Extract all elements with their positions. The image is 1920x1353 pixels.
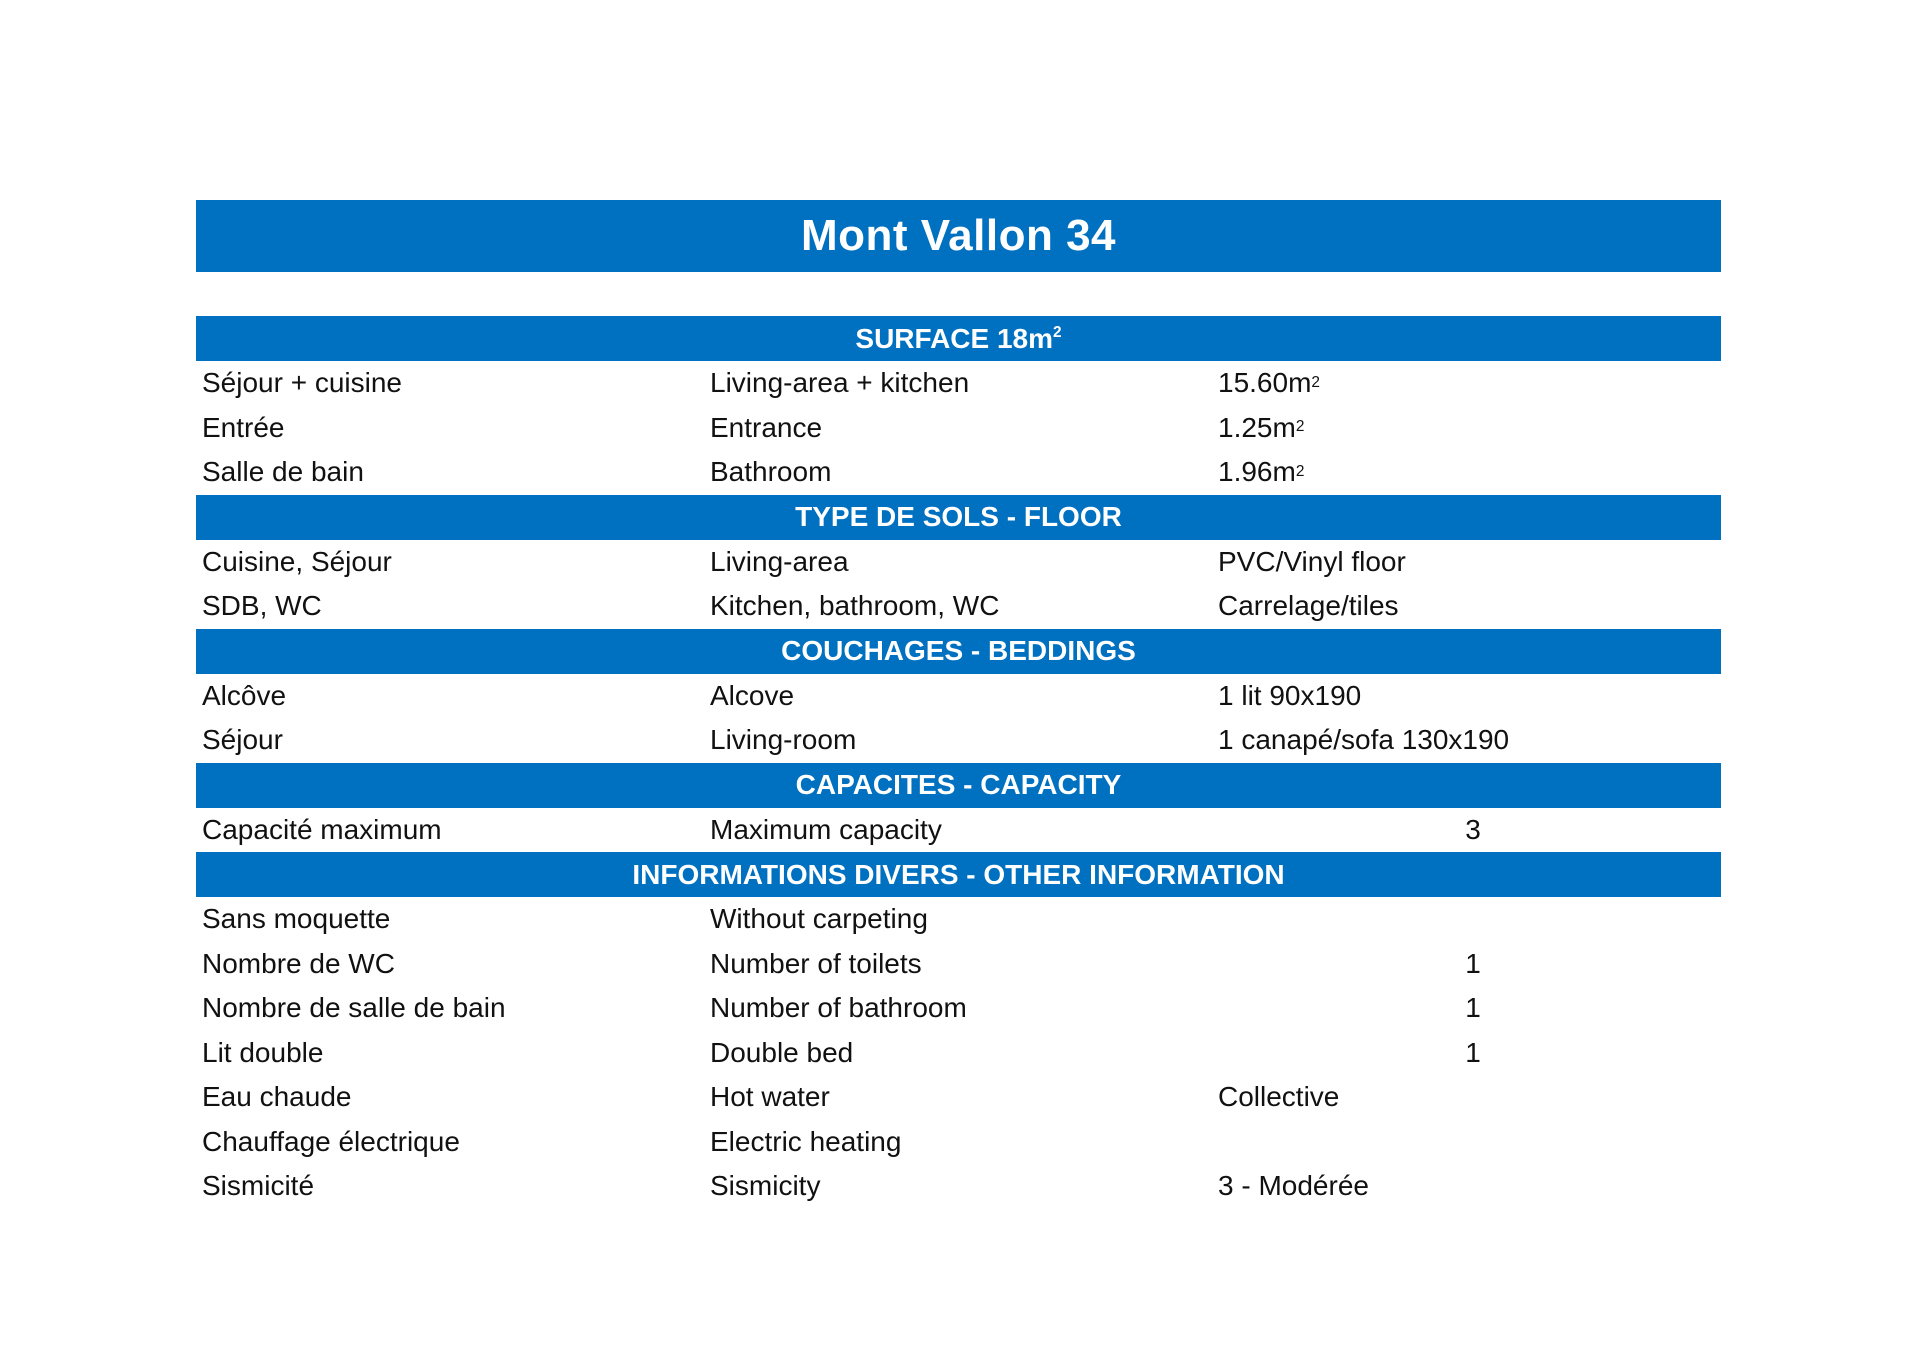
section-header-surface-text: SURFACE 18m: [855, 322, 1054, 354]
cell-value: Carrelage/tiles: [1218, 590, 1399, 622]
cell-fr: Eau chaude: [202, 1081, 352, 1113]
superscript: 2: [1295, 462, 1305, 480]
table-row: [196, 1031, 1721, 1076]
table-row: [196, 361, 1721, 406]
cell-count: 3: [1465, 813, 1481, 845]
cell-value: 1 canapé/sofa 130x190: [1218, 724, 1510, 756]
cell-fr: Cuisine, Séjour: [202, 545, 392, 577]
cell-en: Living-area: [710, 545, 849, 577]
cell-fr: Séjour + cuisine: [202, 367, 403, 399]
cell-fr: Salle de bain: [202, 456, 364, 488]
page-title-text: Mont Vallon 34: [800, 211, 1117, 260]
table-row: [196, 1120, 1721, 1165]
spec-sheet: [196, 200, 1721, 1209]
cell-value: [1212, 456, 1612, 488]
cell-en: Without carpeting: [710, 903, 928, 935]
table-row: [196, 718, 1721, 763]
table-row: [196, 1164, 1721, 1209]
table-row: [196, 986, 1721, 1031]
cell-en: Double bed: [710, 1036, 854, 1068]
superscript: 2: [1311, 373, 1320, 391]
cell-en: Alcove: [710, 679, 795, 711]
table-row: [196, 674, 1721, 719]
cell-fr: Nombre de WC: [202, 947, 395, 979]
cell-en: Number of toilets: [710, 947, 922, 979]
cell-fr: Alcôve: [202, 679, 287, 711]
cell-fr: Séjour: [202, 724, 283, 756]
cell-fr: Sismicité: [202, 1170, 315, 1202]
cell-fr: Sans moquette: [202, 903, 391, 935]
cell-en: Living-room: [710, 724, 857, 756]
cell-en: Entrance: [710, 411, 823, 443]
cell-en: Sismicity: [710, 1170, 821, 1202]
table-row: [196, 584, 1721, 629]
value-text: 15.60m: [1218, 367, 1312, 399]
cell-fr: Chauffage électrique: [202, 1125, 460, 1157]
cell-fr: Entrée: [202, 411, 285, 443]
cell-fr: Capacité maximum: [202, 813, 442, 845]
cell-count: 1: [1465, 1036, 1481, 1068]
cell-en: Living-area + kitchen: [710, 367, 970, 399]
cell-en: Hot water: [710, 1081, 830, 1113]
section-header-surface: SURFACE 18m $^2$: [196, 316, 1721, 361]
cell-value: [1212, 412, 1612, 444]
value-text: 1.96m: [1218, 456, 1296, 488]
cell-en: Maximum capacity: [710, 813, 942, 845]
cell-value: PVC/Vinyl floor: [1218, 545, 1406, 577]
section-header-beddings-text: COUCHAGES - BEDDINGS: [781, 635, 1136, 666]
cell-fr: Nombre de salle de bain: [202, 992, 506, 1024]
table-row: [196, 540, 1721, 585]
section-header-beddings: [196, 629, 1721, 674]
cell-en: Kitchen, bathroom, WC: [710, 590, 1000, 622]
cell-value: 1 lit 90x190: [1218, 679, 1362, 711]
cell-en: Number of bathroom: [710, 992, 967, 1024]
cell-value: 3 - Modérée: [1218, 1170, 1369, 1202]
cell-value: [1212, 367, 1612, 399]
cell-count: 1: [1465, 992, 1481, 1024]
cell-en: Bathroom: [710, 456, 832, 488]
table-row: [196, 1075, 1721, 1120]
section-header-other: [196, 852, 1721, 897]
section-header-capacity: [196, 763, 1721, 808]
table-row: [196, 897, 1721, 942]
superscript: 2: [1295, 418, 1305, 436]
section-header-other-text: INFORMATIONS DIVERS - OTHER INFORMATION: [632, 858, 1285, 890]
cell-fr: SDB, WC: [202, 590, 322, 622]
table-row: [196, 406, 1721, 451]
cell-fr: Lit double: [202, 1036, 324, 1068]
page-title: [196, 200, 1721, 272]
cell-value: Collective: [1218, 1081, 1340, 1113]
table-row: [196, 808, 1721, 853]
section-header-floor: [196, 495, 1721, 540]
section-header-floor-text: TYPE DE SOLS - FLOOR: [795, 501, 1122, 532]
cell-en: Electric heating: [710, 1125, 902, 1157]
section-header-capacity-text: CAPACITES - CAPACITY: [795, 769, 1122, 800]
table-row: [196, 942, 1721, 987]
table-row: [196, 450, 1721, 495]
value-text: 1.25m: [1218, 411, 1296, 443]
cell-count: 1: [1465, 947, 1481, 979]
